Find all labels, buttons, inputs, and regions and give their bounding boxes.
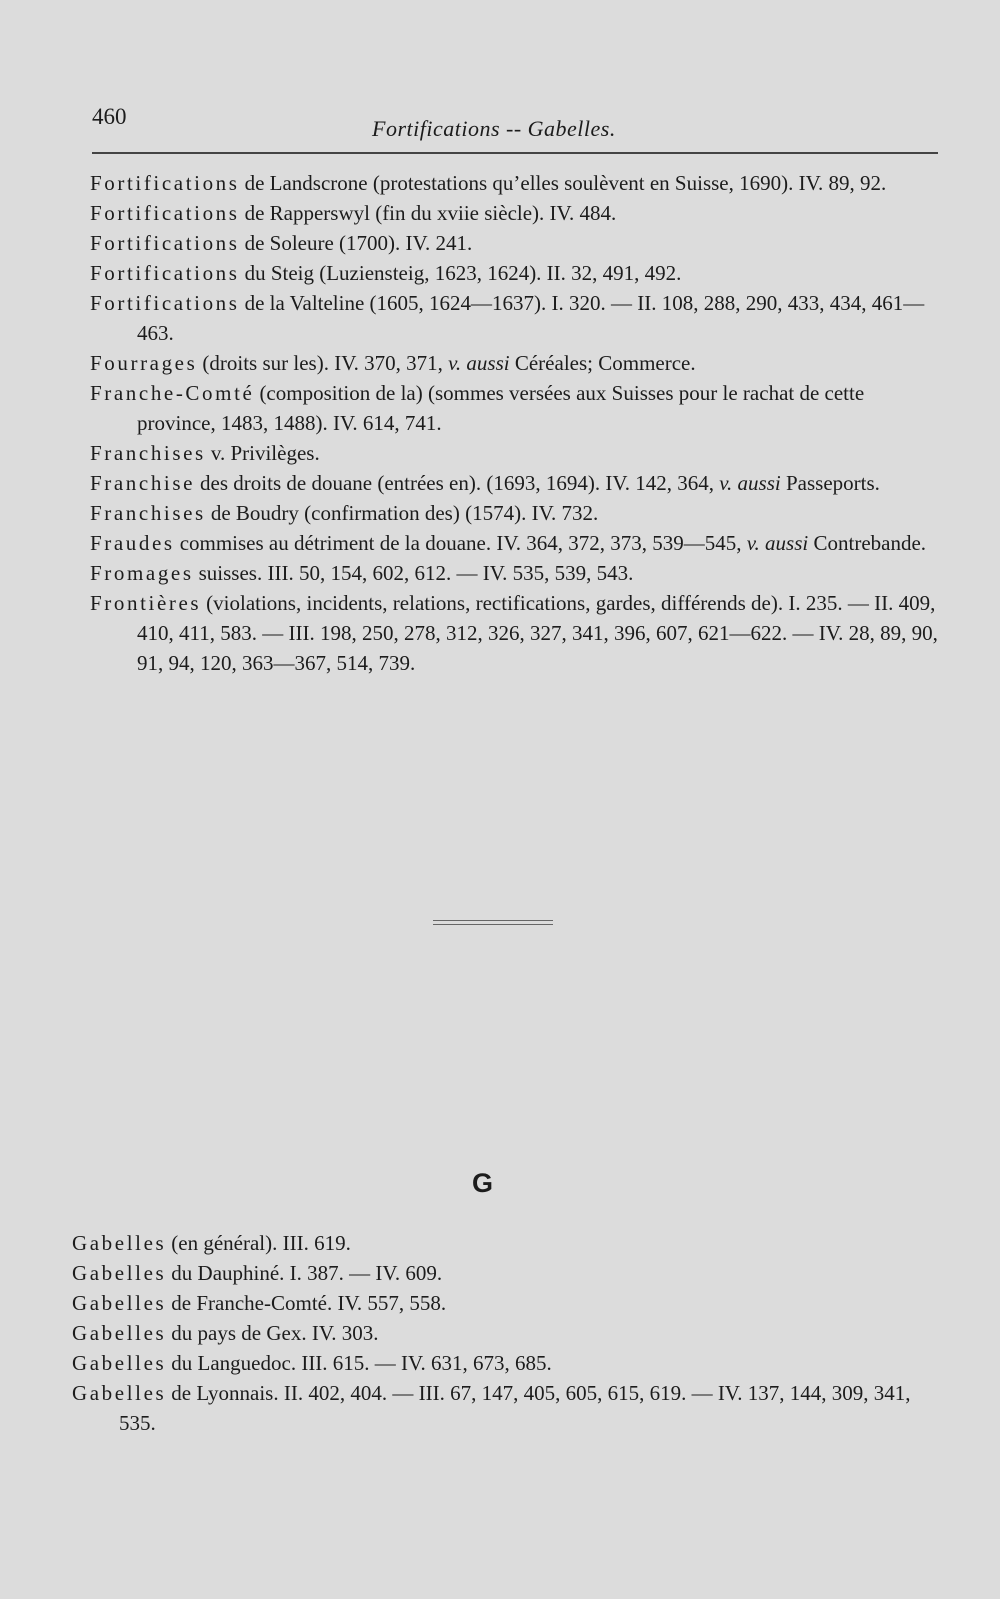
entry-text: (violations, incidents, relations, rectifications, gardes, différends de). I. 235. — II. 409, 410, 411, 583. — III. 198, 250, 278, 312, 326, 327, 341, 396, 607, 621—622. — IV. 28, 89, 90, 91, 94, 120, 363—367, 514, 739. — [137, 591, 938, 675]
index-entry — [90, 498, 940, 528]
entry-head: Fortifications — [90, 171, 240, 195]
entry-tail: Céréales; Commerce. — [514, 351, 696, 375]
index-section-g — [72, 1228, 932, 1438]
index-entry — [90, 288, 940, 348]
page-header — [92, 100, 938, 158]
entry-text: de Boudry (confirmation des) (1574). IV. 732. — [210, 501, 599, 525]
section-letter: G — [472, 1168, 494, 1198]
page-number: 460 — [92, 104, 127, 129]
index-entry — [72, 1318, 932, 1348]
index-entry — [90, 588, 940, 678]
entry-head: Gabelles — [72, 1351, 167, 1375]
entry-head: Fortifications — [90, 201, 240, 225]
entry-text: de Lyonnais. II. 402, 404. — III. 67, 147, 405, 605, 615, 619. — IV. 137, 144, 309, 341, 535. — [119, 1381, 911, 1435]
entry-head: Franche-Comté — [90, 381, 255, 405]
index-entry — [90, 468, 940, 498]
entry-text: du Dauphiné. I. 387. — IV. 609. — [171, 1261, 443, 1285]
index-entry — [90, 438, 940, 468]
divider-line — [433, 920, 553, 921]
entry-tail: Passeports. — [786, 471, 880, 495]
header-rule — [92, 152, 938, 154]
entry-head: Frontières — [90, 591, 202, 615]
entry-head: Franchises — [90, 441, 206, 465]
index-entry — [90, 228, 940, 258]
entry-text: (composition de la) (sommes versées aux Suisses pour le rachat de cette province, 1483, 1488). IV. 614, 741. — [137, 381, 865, 435]
entry-head: Fortifications — [90, 261, 240, 285]
entry-text: de Soleure (1700). IV. 241. — [244, 231, 473, 255]
entry-tail: Contrebande. — [813, 531, 927, 555]
running-title: Fortifications -- Gabelles. — [372, 116, 616, 141]
section-divider — [433, 920, 553, 928]
entry-text: du Languedoc. III. 615. — IV. 631, 673, 685. — [171, 1351, 552, 1375]
index-entry — [90, 528, 940, 558]
entry-head: Fromages — [90, 561, 194, 585]
entry-head: Fortifications — [90, 291, 240, 315]
entry-text: commises au détriment de la douane. IV. 364, 372, 373, 539—545, — [179, 531, 742, 555]
entry-text: (droits sur les). IV. 370, 371, — [202, 351, 443, 375]
index-entry — [90, 558, 940, 588]
index-entry — [90, 348, 940, 378]
entry-head: Gabelles — [72, 1231, 167, 1255]
entry-text: v. Privilèges. — [210, 441, 320, 465]
entry-head: Fourrages — [90, 351, 198, 375]
entry-head: Gabelles — [72, 1381, 167, 1405]
entry-text: de Landscrone (protestations qu’elles soulèvent en Suisse, 1690). IV. 89, 92. — [244, 171, 887, 195]
entry-text: suisses. III. 50, 154, 602, 612. — IV. 535, 539, 543. — [198, 561, 634, 585]
entry-head: Franchises — [90, 501, 206, 525]
entry-head: Gabelles — [72, 1261, 167, 1285]
entry-text: du pays de Gex. IV. 303. — [171, 1321, 379, 1345]
cross-reference: v. aussi — [746, 531, 809, 555]
index-entry — [90, 198, 940, 228]
index-entry — [72, 1378, 932, 1438]
entry-head: Gabelles — [72, 1291, 167, 1315]
entry-text: de Rapperswyl (fin du xviie siècle). IV. 484. — [244, 201, 617, 225]
index-section-f — [90, 168, 940, 678]
divider-line — [433, 924, 553, 925]
cross-reference: v. aussi — [448, 351, 510, 375]
index-entry — [90, 168, 940, 198]
entry-text: de la Valteline (1605, 1624—1637). I. 320. — II. 108, 288, 290, 433, 434, 461—463. — [137, 291, 925, 345]
index-entry — [72, 1228, 932, 1258]
index-entry — [72, 1348, 932, 1378]
index-entry — [72, 1258, 932, 1288]
entry-text: (en général). III. 619. — [171, 1231, 351, 1255]
entry-head: Fraudes — [90, 531, 175, 555]
entry-text: des droits de douane (entrées en). (1693, 1694). IV. 142, 364, — [200, 471, 715, 495]
index-entry — [72, 1288, 932, 1318]
cross-reference: v. aussi — [719, 471, 781, 495]
index-entry — [90, 258, 940, 288]
entry-text: de Franche-Comté. IV. 557, 558. — [171, 1291, 447, 1315]
index-entry — [90, 378, 940, 438]
entry-head: Franchise — [90, 471, 196, 495]
entry-head: Gabelles — [72, 1321, 167, 1345]
entry-text: du Steig (Luziensteig, 1623, 1624). II. 32, 491, 492. — [244, 261, 682, 285]
entry-head: Fortifications — [90, 231, 240, 255]
